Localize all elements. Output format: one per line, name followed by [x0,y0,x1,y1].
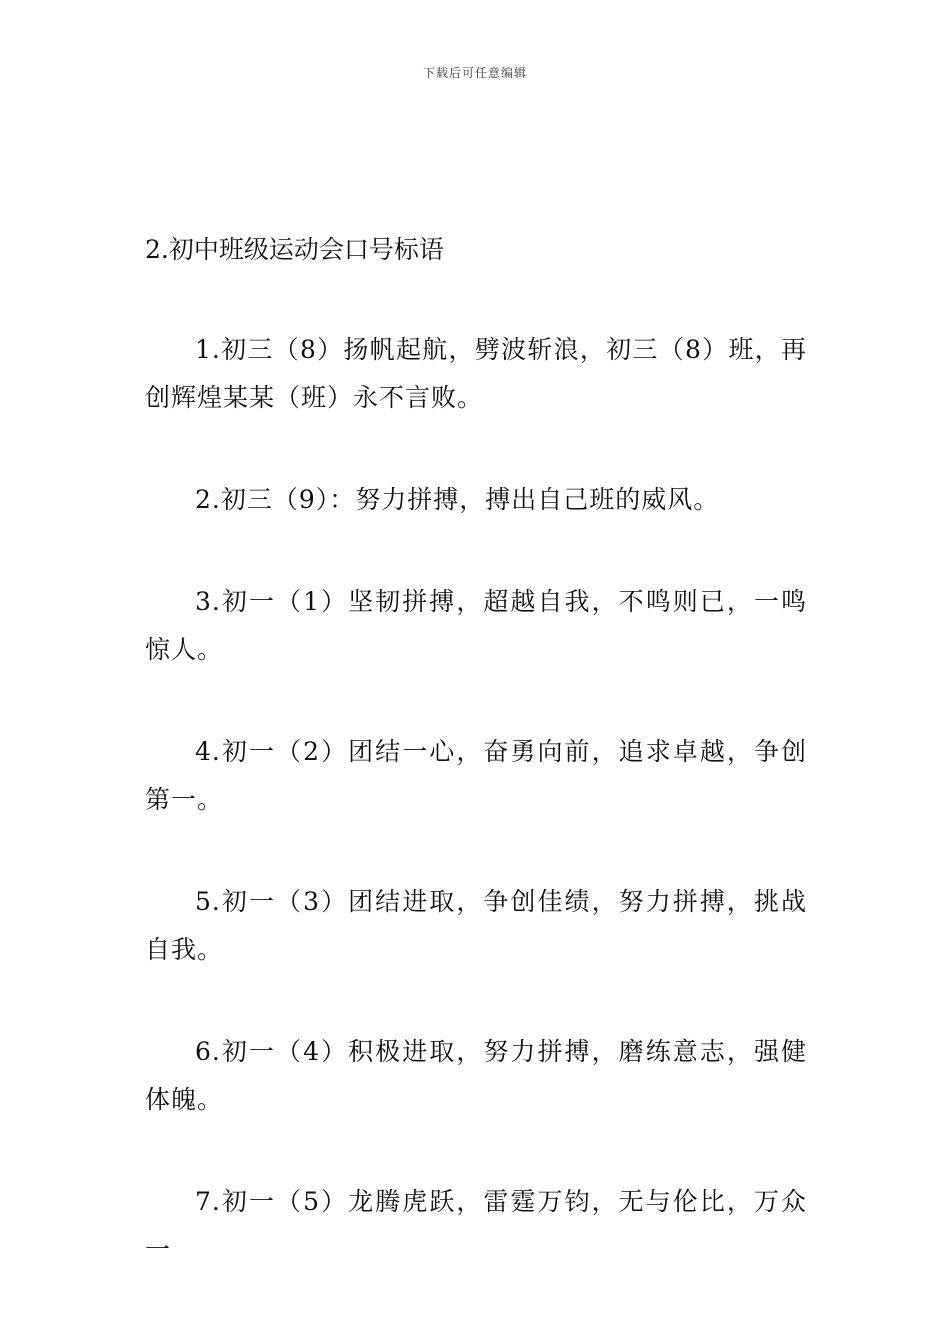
slogan-item: 1.初三（8）扬帆起航，劈波斩浪，初三（8）班，再创辉煌某某（班）永不言败。 [145,335,807,412]
slogan-item: 6.初一（4）积极进取，努力拼搏，磨练意志，强健体魄。 [145,1037,807,1114]
slogan-item: 3.初一（1）坚韧拼搏，超越自我，不鸣则已，一鸣惊人。 [145,587,807,664]
document-body [145,226,807,1328]
slogan-item: 4.初一（2）团结一心，奋勇向前，追求卓越，争创第一。 [145,737,807,814]
header-note: 下载后可任意编辑 [422,66,527,80]
slogan-item: 7.初一（5）龙腾虎跃，雷霆万钧，无与伦比，万众一 [145,1187,807,1264]
slogan-item: 2.初三（9）：努力拼搏，搏出自己班的威风。 [195,485,720,514]
section-title: 2.初中班级运动会口号标语 [145,235,444,264]
slogan-item: 5.初一（3）团结进取，争创佳绩，努力拼搏，挑战自我。 [145,887,807,964]
